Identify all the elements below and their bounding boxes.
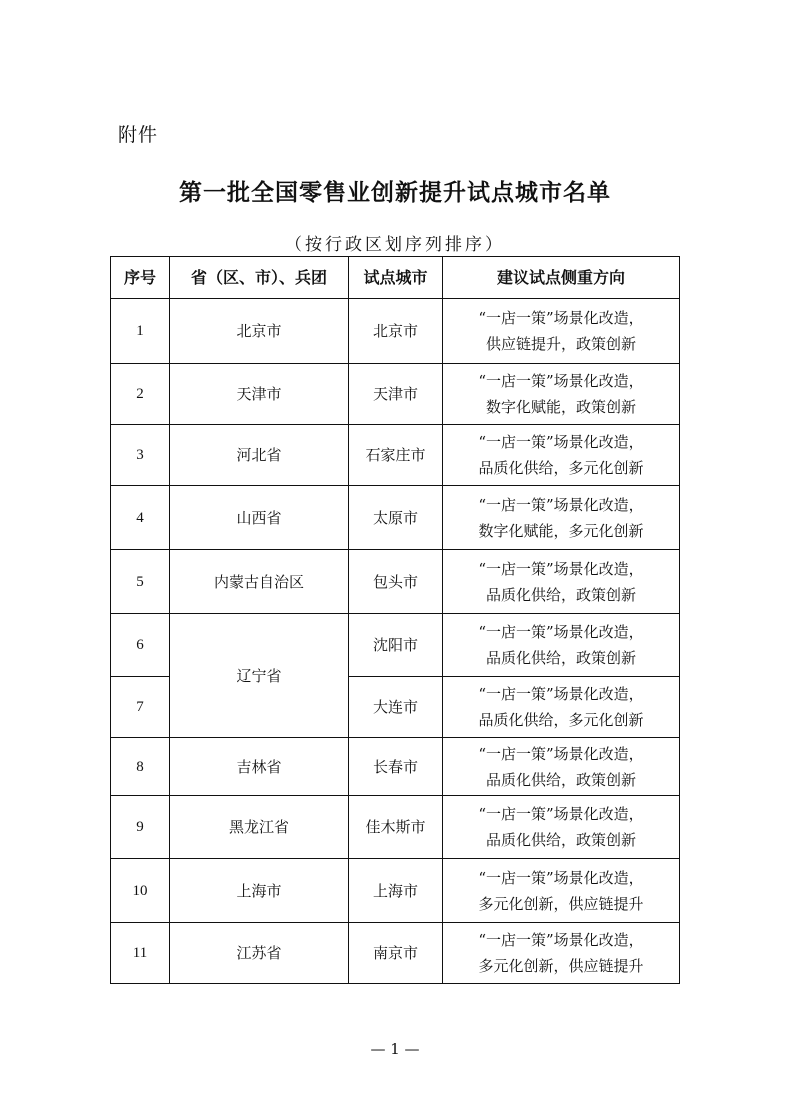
column-header-direction: 建议试点侧重方向: [443, 257, 680, 299]
row-direction-line-1: “一店一策”场景化改造，: [478, 559, 644, 578]
row-direction-line-2: 品质化供给，政策创新: [485, 649, 636, 667]
page-number: — 1 —: [370, 1040, 420, 1058]
row-province: 内蒙古自治区: [170, 550, 349, 614]
row-direction-line-2: 品质化供给，多元化创新: [478, 459, 644, 477]
row-number: 6: [111, 614, 170, 677]
row-direction-line-2: 供应链提升，政策创新: [485, 335, 636, 353]
table-row: [111, 425, 680, 486]
row-direction: [443, 796, 680, 859]
row-province: 吉林省: [170, 738, 349, 796]
row-city: 大连市: [349, 677, 443, 738]
table-row: [111, 550, 680, 614]
row-direction-line-1: “一店一策”场景化改造，: [478, 309, 644, 327]
row-direction-line-1: “一店一策”场景化改造，: [478, 805, 644, 823]
row-city: 太原市: [349, 486, 443, 550]
row-city: 北京市: [349, 299, 443, 364]
row-number: 4: [111, 486, 170, 550]
row-direction-line-1: “一店一策”场景化改造，: [478, 623, 644, 641]
column-header-province: 省（区、市）、兵团: [170, 257, 349, 299]
table-header-row: [111, 257, 680, 299]
table-row: [111, 486, 680, 550]
row-direction: [443, 364, 680, 425]
row-direction-line-1: “一店一策”场景化改造，: [478, 433, 644, 451]
row-province: 天津市: [170, 364, 349, 425]
table-row: [111, 859, 680, 923]
row-direction: [443, 299, 680, 364]
row-number: 11: [111, 923, 170, 984]
column-header-city: 试点城市: [349, 257, 443, 299]
row-city: 长春市: [349, 738, 443, 796]
row-direction-line-1: “一店一策”场景化改造，: [478, 744, 644, 763]
row-direction: [443, 614, 680, 677]
row-province: 上海市: [170, 859, 349, 923]
row-province: 河北省: [170, 425, 349, 486]
row-city: 上海市: [349, 859, 443, 923]
table-row: [111, 796, 680, 859]
row-province: 辽宁省: [170, 614, 349, 738]
row-direction-line-2: 多元化创新，供应链提升: [478, 894, 644, 913]
row-direction: [443, 923, 680, 984]
row-direction-line-2: 品质化供给，政策创新: [485, 831, 636, 849]
row-number: 8: [111, 738, 170, 796]
row-direction-line-2: 数字化赋能，多元化创新: [478, 521, 644, 540]
row-city: 佳木斯市: [349, 796, 443, 859]
row-direction: [443, 738, 680, 796]
row-city: 石家庄市: [349, 425, 443, 486]
row-direction-line-1: “一店一策”场景化改造，: [478, 495, 644, 514]
row-number: 2: [111, 364, 170, 425]
row-direction: [443, 425, 680, 486]
table-row: [111, 299, 680, 364]
pilot-city-table: [110, 256, 680, 984]
table-row: [111, 923, 680, 984]
row-direction-line-2: 品质化供给，政策创新: [485, 770, 636, 789]
row-direction-line-1: “一店一策”场景化改造，: [478, 685, 644, 703]
row-direction-line-2: 多元化创新，供应链提升: [478, 957, 644, 975]
row-direction-line-1: “一店一策”场景化改造，: [478, 931, 644, 949]
row-province: 北京市: [170, 299, 349, 364]
row-number: 7: [111, 677, 170, 738]
row-direction-line-2: 数字化赋能，政策创新: [485, 398, 636, 416]
row-direction: [443, 486, 680, 550]
row-direction-line-2: 品质化供给，多元化创新: [478, 711, 644, 729]
row-number: 10: [111, 859, 170, 923]
row-direction-line-1: “一店一策”场景化改造，: [478, 372, 644, 390]
row-city: 包头市: [349, 550, 443, 614]
attachment-label: 附件: [118, 124, 159, 146]
row-province: 黑龙江省: [170, 796, 349, 859]
row-city: 天津市: [349, 364, 443, 425]
row-direction: [443, 677, 680, 738]
document-title: 第一批全国零售业创新提升试点城市名单: [179, 179, 611, 206]
document-subtitle: （按行政区划序列排序）: [285, 235, 505, 255]
row-province: 山西省: [170, 486, 349, 550]
row-number: 5: [111, 550, 170, 614]
row-direction: [443, 550, 680, 614]
column-header-number: 序号: [111, 257, 170, 299]
table-row: [111, 738, 680, 796]
row-direction: [443, 859, 680, 923]
row-city: 沈阳市: [349, 614, 443, 677]
row-province: 江苏省: [170, 923, 349, 984]
row-number: 9: [111, 796, 170, 859]
row-number: 1: [111, 299, 170, 364]
row-number: 3: [111, 425, 170, 486]
row-direction-line-1: “一店一策”场景化改造，: [478, 868, 644, 887]
table-row: [111, 364, 680, 425]
row-direction-line-2: 品质化供给，政策创新: [485, 585, 636, 604]
table-row: [111, 614, 680, 677]
row-city: 南京市: [349, 923, 443, 984]
